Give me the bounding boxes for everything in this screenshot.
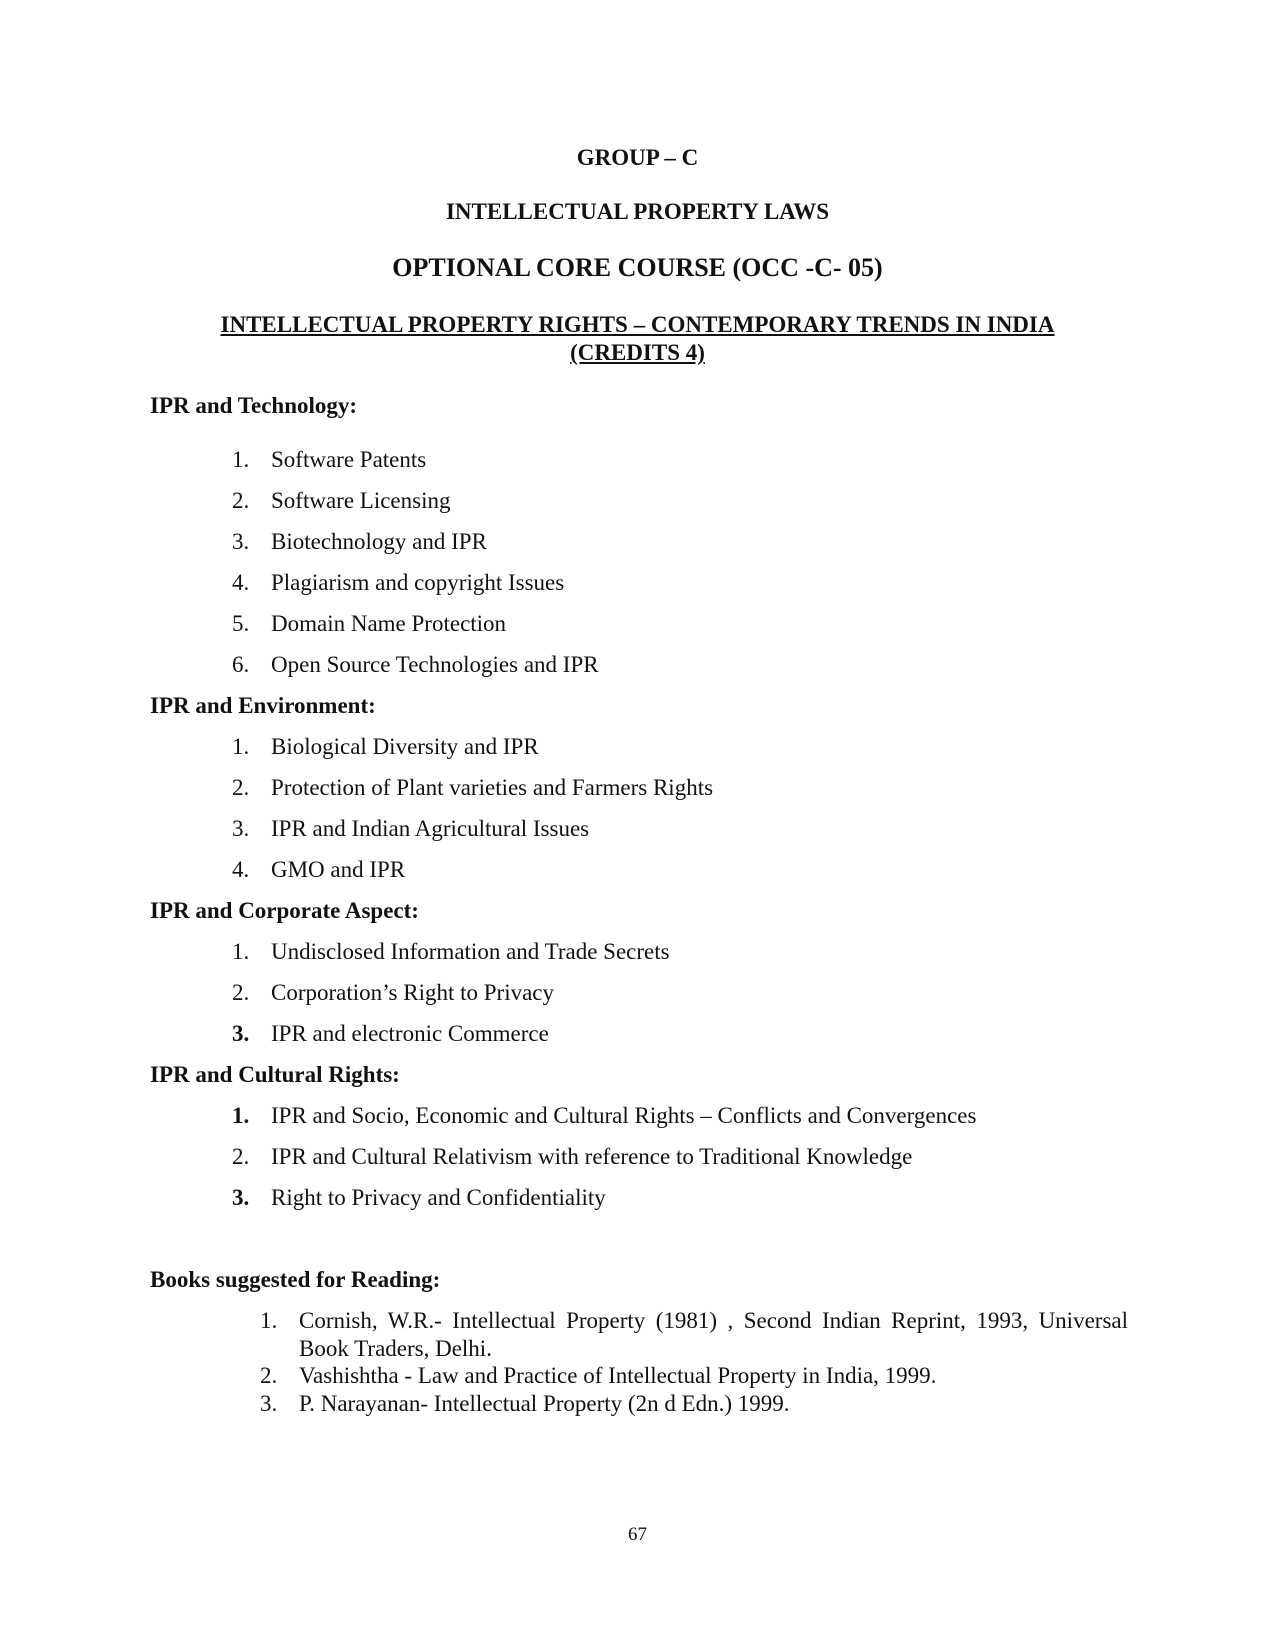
section-heading-cultural: IPR and Cultural Rights: (150, 1062, 400, 1087)
book-item (260, 1307, 1128, 1363)
item-number: 2. (232, 488, 250, 513)
subject-heading: INTELLECTUAL PROPERTY LAWS (445, 199, 830, 224)
course-title-line1: INTELLECTUAL PROPERTY RIGHTS – CONTEMPORARY TRENDS IN INDIA (220, 312, 1055, 337)
book-text: P. Narayanan- Intellectual Property (2n d Edn.) 1999. (299, 1391, 790, 1416)
list-item (232, 980, 554, 1006)
book-text: Cornish, W.R.- Intellectual Property (1981) , Second Indian Reprint, 1993, Universal Book Traders, Delhi. (299, 1308, 1128, 1361)
books-heading: Books suggested for Reading: (150, 1267, 441, 1292)
section-heading-technology: IPR and Technology: (150, 393, 358, 418)
course-title-line2: (CREDITS 4) (570, 340, 705, 365)
list-item (232, 734, 539, 760)
list-item (232, 939, 670, 965)
item-number: 1. (232, 447, 250, 472)
list-item (232, 529, 487, 555)
item-number: 4. (232, 857, 250, 882)
list-item (232, 1144, 912, 1170)
item-text: IPR and electronic Commerce (271, 1021, 549, 1046)
item-text: Biological Diversity and IPR (271, 734, 539, 759)
page-number: 67 (628, 1524, 647, 1545)
list-item (232, 816, 589, 842)
item-number: 1. (232, 1103, 250, 1128)
item-text: IPR and Cultural Relativism with reference to Traditional Knowledge (271, 1144, 913, 1169)
item-number: 2. (232, 775, 250, 800)
book-number: 2. (260, 1363, 278, 1388)
list-item (232, 447, 426, 473)
list-item (232, 652, 599, 678)
course-title (0, 311, 1275, 367)
item-text: Domain Name Protection (271, 611, 507, 636)
item-number: 3. (232, 1185, 250, 1210)
item-text: IPR and Socio, Economic and Cultural Rights – Conflicts and Convergences (271, 1103, 977, 1128)
book-number: 1. (260, 1308, 278, 1333)
item-number: 3. (232, 1021, 250, 1046)
book-item (260, 1390, 1128, 1418)
list-item (232, 570, 564, 596)
list-item (232, 1185, 606, 1211)
list-item (232, 488, 450, 514)
book-number: 3. (260, 1391, 278, 1416)
item-number: 4. (232, 570, 250, 595)
section-heading-environment: IPR and Environment: (150, 693, 376, 718)
section-heading-corporate: IPR and Corporate Aspect: (150, 898, 419, 923)
item-text: Corporation’s Right to Privacy (271, 980, 555, 1005)
group-heading: GROUP – C (576, 145, 699, 170)
item-text: Plagiarism and copyright Issues (271, 570, 565, 595)
item-number: 1. (232, 939, 250, 964)
item-text: Undisclosed Information and Trade Secrets (271, 939, 670, 964)
item-number: 3. (232, 529, 250, 554)
list-item (232, 1103, 976, 1129)
book-text: Vashishtha - Law and Practice of Intellectual Property in India, 1999. (299, 1363, 937, 1388)
list-item (232, 611, 506, 637)
item-number: 5. (232, 611, 250, 636)
item-text: Software Licensing (271, 488, 451, 513)
list-item (232, 1021, 549, 1047)
item-number: 6. (232, 652, 250, 677)
item-text: Biotechnology and IPR (271, 529, 487, 554)
item-number: 1. (232, 734, 250, 759)
item-number: 2. (232, 980, 250, 1005)
item-text: GMO and IPR (271, 857, 406, 882)
course-heading: OPTIONAL CORE COURSE (OCC -C- 05) (392, 253, 883, 282)
book-item (260, 1362, 1128, 1390)
item-text: Software Patents (271, 447, 427, 472)
item-number: 2. (232, 1144, 250, 1169)
item-text: Protection of Plant varieties and Farmers Rights (271, 775, 714, 800)
item-text: IPR and Indian Agricultural Issues (271, 816, 590, 841)
list-item (232, 775, 713, 801)
item-text: Open Source Technologies and IPR (271, 652, 599, 677)
list-item (232, 857, 405, 883)
item-text: Right to Privacy and Confidentiality (271, 1185, 606, 1210)
item-number: 3. (232, 816, 250, 841)
